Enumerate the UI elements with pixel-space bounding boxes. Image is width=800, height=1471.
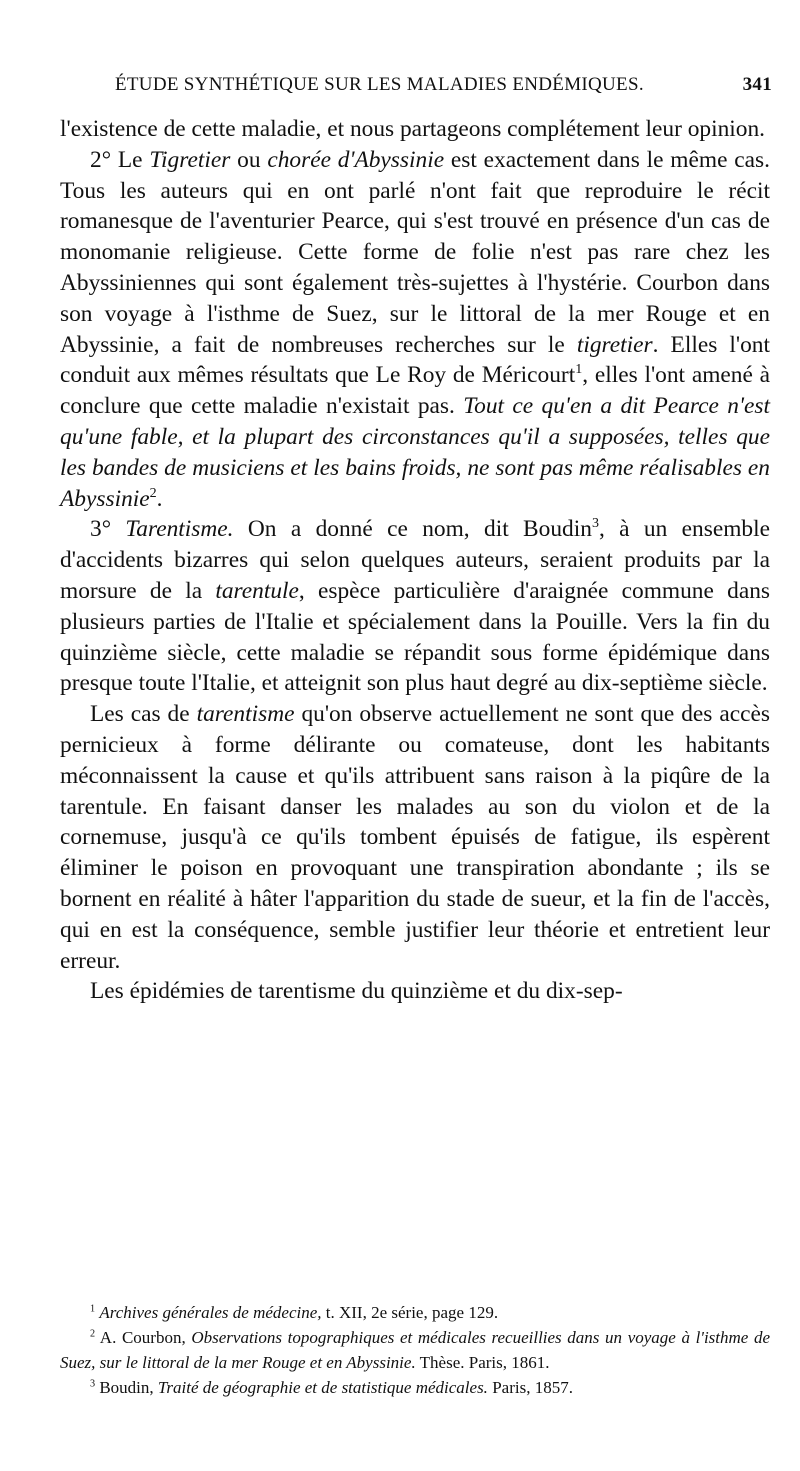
paragraph-5: Les épidémies de tarentisme du quinzième et du dix-sep- — [90, 978, 623, 1005]
footnote-text: Boudin, — [99, 1378, 158, 1397]
text-segment: . — [156, 485, 163, 512]
footnote-ref-2: 2 — [149, 484, 157, 501]
footnote-mark: 3 — [90, 1378, 96, 1390]
text-segment: ou — [230, 146, 268, 173]
footnote-text: Paris, 1857. — [487, 1378, 573, 1397]
footnote-mark: 1 — [90, 1303, 96, 1315]
term-choree: chorée d'Abyssinie — [267, 146, 445, 173]
footnote-1 — [60, 1300, 770, 1325]
footnote-text: t. XII, 2e série, page 129. — [321, 1303, 499, 1322]
text-segment: On a donné ce nom, dit Boudin — [233, 516, 592, 543]
paragraph-4 — [60, 699, 770, 976]
paragraph-2 — [60, 145, 770, 515]
main-text — [60, 114, 770, 1007]
text-segment: Les cas de — [90, 701, 197, 728]
term-tarentisme-2: tarentisme — [196, 701, 295, 728]
running-title: ÉTUDE SYNTHÉTIQUE SUR LES MALADIES ENDÉMIQUES. — [115, 74, 644, 95]
footnote-ref-3: 3 — [591, 515, 599, 532]
term-tarentule: tarentule — [215, 577, 299, 604]
footnote-mark: 2 — [90, 1328, 96, 1340]
item-number: 2° Le — [90, 146, 150, 173]
footnote-ref-1: 1 — [575, 361, 583, 378]
footnote-3 — [60, 1375, 770, 1400]
running-header — [60, 74, 772, 108]
item-number: 3° — [90, 516, 126, 543]
paragraph-1: l'existence de cette maladie, et nous partageons complétement leur opinion. — [60, 116, 766, 142]
italic-quote: Tout ce qu'en a dit Pearce n'est qu'une fable, et la plupart des circonstances qu'il a supposées, telles que les bandes de musiciens et les bains froids, ne sont pas même réalisables en Abyssinie — [60, 393, 770, 512]
term-tigretier: Tigretier — [149, 146, 231, 173]
text-segment: . Elles l'ont conduit aux mêmes résultats que Le Roy de Méricourt — [60, 331, 770, 389]
footnote-2 — [60, 1325, 770, 1375]
footnotes — [60, 1300, 770, 1400]
footnote-text: A. Courbon, — [99, 1328, 192, 1347]
text-segment: , elles l'ont amené à conclure que cette maladie n'existait pas. — [60, 362, 770, 420]
page-number: 341 — [742, 74, 772, 95]
text-segment: qu'on observe actuellement ne sont que des accès pernicieux à forme délirante ou comateuse, dont les habitants méconnaissent la cause et qu'ils attribuent sans raison à la piqûre de la tarentule. En faisant danser les malades au son du violon et de la cornemuse, jusqu'à ce qu'ils tombent épuisés de fatigue, ils espèrent éliminer le poison en provoquant une transpiration abondante ; ils se bornent en réalité à hâter l'apparition du stade de sueur, et la fin de l'accès, qui en est la conséquence, semble justifier leur théorie et entretient leur erreur. — [60, 701, 770, 974]
text-segment: , espèce particulière d'araignée commune dans plusieurs parties de l'Italie et spécialement dans la Pouille. Vers la fin du quinzième siècle, cette maladie se répandit sous forme épidémique dans presque toute l'Italie, et atteignit son plus haut degré au dix-septième siècle. — [60, 577, 770, 697]
text-segment: , à un ensemble d'accidents bizarres qui selon quelques auteurs, seraient produits par la morsure de la — [60, 516, 771, 604]
paragraph-3 — [60, 514, 770, 699]
term-tarentisme: Tarentisme. — [125, 516, 234, 543]
footnote-title: Archives générales de médecine, — [99, 1303, 322, 1322]
footnote-title: Traité de géographie et de statistique médicales. — [157, 1378, 488, 1397]
text-segment: est exactement dans le même cas. Tous les auteurs qui en ont parlé n'ont fait que reproduire le récit romanesque de l'aventurier Pearce, qui s'est trouvé en présence d'un cas de monomanie religieuse. Cette forme de folie n'est pas rare chez les Abyssiniennes qui sont également très-sujettes à l'hystérie. Courbon dans son voyage à l'isthme de Suez, sur le littoral de la mer Rouge et en Abyssinie, a fait de nombreuses recherches sur le — [60, 146, 770, 358]
footnote-text: Thèse. Paris, 1861. — [415, 1353, 550, 1372]
footnote-title: Observations topographiques et médicales recueillies dans un voyage à l'isthme de Suez, sur le littoral de la mer Rouge et en Abyssinie. — [60, 1328, 771, 1372]
term-tigretier-lower: tigretier — [576, 331, 653, 358]
